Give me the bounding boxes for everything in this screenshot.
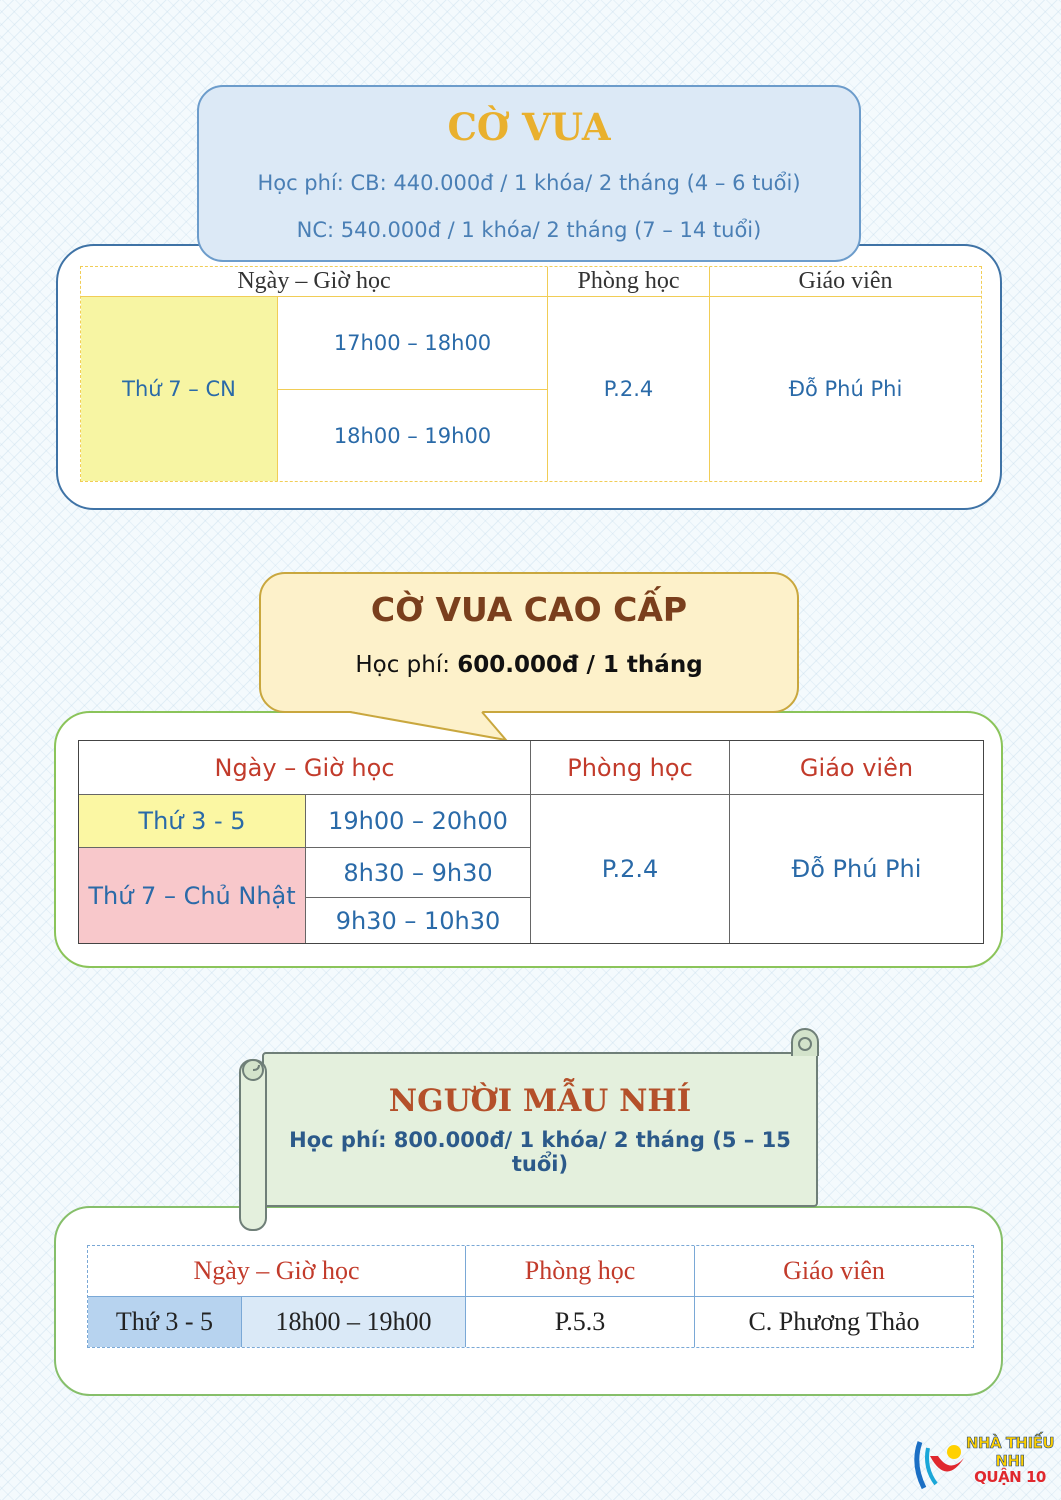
logo-text-line-2: QUẬN 10 <box>974 1468 1046 1486</box>
advanced-chess-time-slot-2: 8h30 – 9h30 <box>306 848 531 898</box>
chess-fee-line-1: Học phí: CB: 440.000đ / 1 khóa/ 2 tháng (4 – 6 tuổi) <box>257 171 801 195</box>
chess-teacher-cell: Đỗ Phú Phi <box>788 377 903 401</box>
kid-model-room-cell: P.5.3 <box>466 1297 695 1347</box>
chess-header-room: Phòng học <box>548 267 710 297</box>
advanced-chess-header-room: Phòng học <box>531 741 730 795</box>
kid-model-teacher-cell: C. Phương Thảo <box>748 1307 920 1336</box>
advanced-chess-room-cell: P.2.4 <box>531 795 730 943</box>
advanced-chess-fee-label: Học phí: <box>355 652 450 678</box>
advanced-chess-time-slot-3: 9h30 – 10h30 <box>306 898 531 943</box>
chess-title: CỜ VUA <box>447 105 611 149</box>
chess-schedule-table <box>80 266 982 482</box>
advanced-chess-teacher-cell: Đỗ Phú Phi <box>791 855 922 883</box>
speech-bubble-tail <box>330 704 520 744</box>
scroll-right-roll-icon <box>788 1026 822 1066</box>
advanced-chess-fee-value: 600.000đ / 1 tháng <box>457 652 703 678</box>
kid-model-title: NGƯỜI MẪU NHÍ <box>388 1083 692 1119</box>
chess-header-schedule: Ngày – Giờ học <box>81 267 548 297</box>
chess-header-teacher: Giáo viên <box>710 267 981 297</box>
kid-model-time-cell: 18h00 – 19h00 <box>242 1297 466 1347</box>
kid-model-schedule-table <box>87 1245 974 1348</box>
logo-text-line-1: NHÀ THIẾU NHI <box>965 1434 1055 1470</box>
advanced-chess-title: CỜ VUA CAO CẤP <box>370 589 688 629</box>
advanced-chess-schedule-table <box>78 740 984 944</box>
chess-day-cell: Thứ 7 – CN <box>81 297 278 481</box>
kid-model-header-teacher: Giáo viên <box>695 1246 973 1297</box>
kid-model-header-schedule: Ngày – Giờ học <box>88 1246 466 1297</box>
advanced-chess-header-teacher: Giáo viên <box>730 741 983 795</box>
advanced-chess-day-cell-2: Thứ 7 – Chủ Nhật <box>79 848 306 943</box>
chess-fee-line-2: NC: 540.000đ / 1 khóa/ 2 tháng (7 – 14 tuổi) <box>296 218 762 242</box>
kid-model-header-room: Phòng học <box>466 1246 695 1297</box>
advanced-chess-fee <box>259 646 799 684</box>
nha-thieu-nhi-logo-icon <box>910 1434 970 1494</box>
chess-room-cell: P.2.4 <box>548 297 710 481</box>
chess-time-slot-2: 18h00 – 19h00 <box>278 390 548 481</box>
advanced-chess-time-slot-1: 19h00 – 20h00 <box>306 795 531 848</box>
kid-model-day-cell: Thứ 3 - 5 <box>88 1297 242 1347</box>
advanced-chess-header-schedule: Ngày – Giờ học <box>79 741 531 795</box>
chess-time-slot-1: 17h00 – 18h00 <box>278 297 548 390</box>
kid-model-fee: Học phí: 800.000đ/ 1 khóa/ 2 tháng (5 – 15 tuổi) <box>289 1128 791 1176</box>
advanced-chess-day-cell-1: Thứ 3 - 5 <box>79 795 306 848</box>
